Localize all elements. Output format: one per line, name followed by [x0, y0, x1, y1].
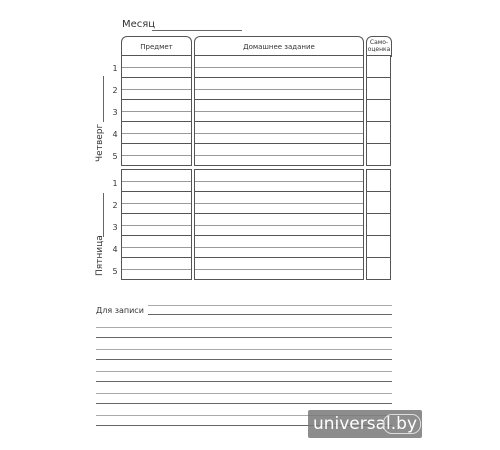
self-assessment-header-label: Само- оценка	[367, 39, 391, 53]
subject-header	[121, 36, 192, 57]
notes-line[interactable]	[96, 403, 392, 404]
clip-icon	[383, 414, 421, 434]
notes-line[interactable]	[148, 314, 392, 315]
notes-line[interactable]	[96, 371, 392, 372]
notes-line[interactable]	[148, 305, 392, 306]
watermark: universal.by	[308, 410, 422, 438]
homework-header	[194, 36, 364, 57]
thursday-lesson-number: 4	[112, 130, 118, 139]
thursday-lesson-number: 3	[112, 108, 118, 117]
month-field[interactable]	[152, 30, 242, 31]
friday-homework-column[interactable]	[194, 169, 364, 280]
month-label: Месяц	[122, 19, 156, 30]
self-assessment-header	[366, 36, 392, 57]
notes-line[interactable]	[96, 337, 392, 338]
thursday-lesson-number: 1	[112, 64, 118, 73]
friday-lesson-number: 2	[112, 201, 118, 210]
thursday-subject-column[interactable]	[121, 55, 192, 166]
notes-label: Для записи	[96, 306, 144, 315]
friday-label: Пятница	[95, 235, 105, 276]
thursday-line	[103, 76, 104, 122]
thursday-lesson-number: 5	[112, 152, 118, 161]
friday-lesson-number: 4	[112, 245, 118, 254]
notes-line[interactable]	[96, 327, 392, 328]
thursday-label: Четверг	[95, 123, 105, 162]
thursday-lesson-number: 2	[112, 86, 118, 95]
homework-header-label: Домашнее задание	[243, 43, 315, 51]
friday-subject-column[interactable]	[121, 169, 192, 280]
notes-line[interactable]	[96, 381, 392, 382]
notes-line[interactable]	[96, 359, 392, 360]
friday-lesson-number: 1	[112, 179, 118, 188]
friday-self-assessment-column[interactable]	[366, 169, 391, 280]
thursday-self-assessment-column[interactable]	[366, 55, 391, 166]
notes-line[interactable]	[96, 349, 392, 350]
friday-line	[103, 193, 104, 237]
notes-line[interactable]	[96, 393, 392, 394]
friday-lesson-number: 5	[112, 267, 118, 276]
thursday-homework-column[interactable]	[194, 55, 364, 166]
subject-header-label: Предмет	[140, 43, 173, 51]
friday-lesson-number: 3	[112, 223, 118, 232]
